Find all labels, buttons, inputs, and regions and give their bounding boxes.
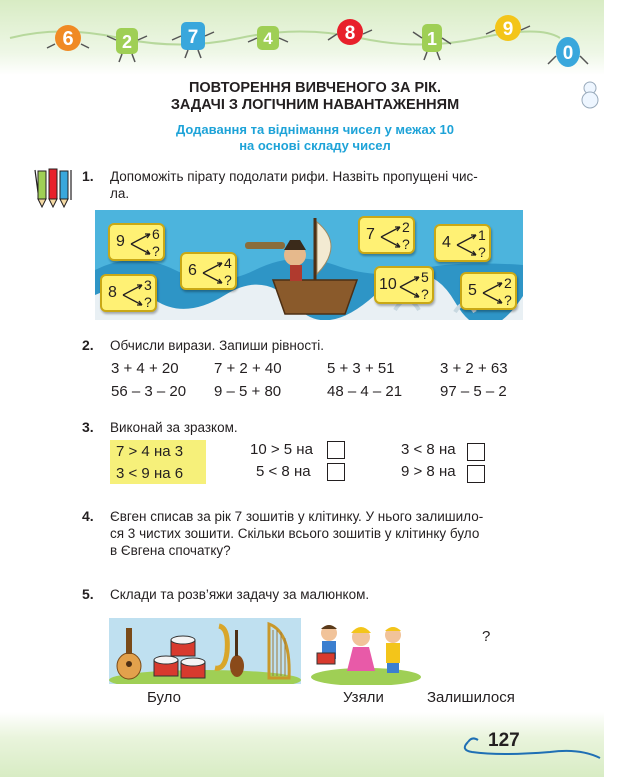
digit-8: 8 <box>344 23 356 44</box>
card-whole: 8 <box>108 284 117 301</box>
digit-6: 6 <box>62 28 74 50</box>
section-subtitle-line-2: на основі складу чисел <box>239 138 391 153</box>
digit-character <box>107 28 147 62</box>
page-number: 127 <box>488 730 520 751</box>
split-arrows-icon <box>130 231 152 257</box>
split-arrows-icon <box>456 232 478 258</box>
card-part: 3 <box>144 277 152 293</box>
answer-box[interactable] <box>467 443 485 461</box>
label-was: Було <box>147 689 181 706</box>
section-subtitle-line-1: Додавання та віднімання чисел у межах 10 <box>175 122 455 137</box>
digit-character <box>413 24 451 60</box>
reef-card <box>180 252 237 290</box>
task-1-text-line-1: Допоможіть пірату подолати рифи. Назвіть пропущені чис- <box>110 169 478 184</box>
task-3-text: Виконай за зразком. <box>110 420 238 435</box>
answer-box[interactable] <box>327 463 345 481</box>
comparison-item: 5 < 8 на <box>256 463 311 480</box>
comparison-item: 9 > 8 на <box>401 463 456 480</box>
card-whole: 5 <box>468 282 477 299</box>
digit-character <box>47 25 89 51</box>
card-missing: ? <box>224 272 232 288</box>
card-whole: 10 <box>379 276 397 293</box>
digit-9: 9 <box>502 19 514 40</box>
task-4-text-line-2: ся 3 чистих зошити. Скільки всього зошитів у клітинку було <box>110 526 480 541</box>
snowman-character <box>582 82 598 108</box>
card-part: 2 <box>504 275 512 291</box>
pirate-reef-illustration <box>95 210 523 320</box>
task-4-text-line-3: в Євгена спочатку? <box>110 543 231 558</box>
digit-character <box>486 15 530 41</box>
digit-character <box>328 19 372 45</box>
expression: 5 + 3 + 51 <box>327 360 395 377</box>
digit-0: 0 <box>562 43 574 64</box>
split-arrows-icon <box>122 282 144 308</box>
footer-wave-line <box>460 726 610 766</box>
child-with-drum <box>317 625 337 664</box>
example-comparison: 3 < 9 на 6 <box>116 465 184 482</box>
page-edge <box>604 0 620 777</box>
card-whole: 6 <box>188 262 197 279</box>
comparison-item: 10 > 5 на <box>250 441 313 458</box>
section-title-line-2: ЗАДАЧІ З ЛОГІЧНИМ НАВАНТАЖЕННЯМ <box>170 97 460 113</box>
reef-card <box>358 216 415 254</box>
section-title-line-1: ПОВТОРЕННЯ ВИВЧЕНОГО ЗА РІК. <box>188 80 442 96</box>
digit-4: 4 <box>263 29 273 48</box>
card-whole: 4 <box>442 234 451 251</box>
task-1-text-line-2: ла. <box>110 186 130 201</box>
split-arrows-icon <box>380 224 402 250</box>
child-with-violin <box>385 627 401 673</box>
task-1-number: 1. <box>82 168 94 184</box>
card-missing: ? <box>504 292 512 308</box>
card-part: 1 <box>478 227 486 243</box>
reef-card <box>100 274 157 312</box>
task-2-text: Обчисли вирази. Запиши рівності. <box>110 338 325 353</box>
label-taken: Узяли <box>343 689 384 706</box>
instruments-illustration <box>109 618 301 684</box>
card-whole: 9 <box>116 233 125 250</box>
task-5-number: 5. <box>82 586 94 602</box>
task-4-text-line-1: Євген списав за рік 7 зошитів у клітинку. У нього залишило- <box>110 509 484 524</box>
girl-character <box>347 627 375 671</box>
unknown-quantity-mark: ? <box>482 628 491 645</box>
task-2-number: 2. <box>82 337 94 353</box>
split-arrows-icon <box>202 260 224 286</box>
digit-character <box>548 37 588 67</box>
comparison-item: 3 < 8 на <box>401 441 456 458</box>
card-missing: ? <box>402 236 410 252</box>
children-illustration <box>311 617 421 685</box>
expression: 3 + 4 + 20 <box>111 360 179 377</box>
reef-card <box>108 223 165 261</box>
expression: 9 – 5 + 80 <box>214 383 282 400</box>
example-comparison: 7 > 4 на 3 <box>116 443 184 460</box>
split-arrows-icon <box>482 280 504 306</box>
expression: 7 + 2 + 40 <box>214 360 282 377</box>
card-whole: 7 <box>366 226 375 243</box>
card-part: 2 <box>402 219 410 235</box>
answer-box[interactable] <box>467 465 485 483</box>
digit-character <box>248 26 288 50</box>
reef-card <box>434 224 491 262</box>
expression: 56 – 3 – 20 <box>111 383 187 400</box>
digit-2: 2 <box>121 32 133 52</box>
digit-7: 7 <box>187 27 199 48</box>
reef-card <box>374 266 434 304</box>
card-missing: ? <box>478 244 486 260</box>
digit-character <box>172 22 214 58</box>
task-3-number: 3. <box>82 419 94 435</box>
card-part: 6 <box>152 226 160 242</box>
expression: 48 – 4 – 21 <box>327 383 403 400</box>
task-4-number: 4. <box>82 508 94 524</box>
task-5-text: Склади та розв’яжи задачу за малюнком. <box>110 587 370 602</box>
card-missing: ? <box>421 286 429 302</box>
card-part: 4 <box>224 255 232 271</box>
expression: 3 + 2 + 63 <box>440 360 508 377</box>
card-part: 5 <box>421 269 429 285</box>
split-arrows-icon <box>399 274 421 300</box>
card-missing: ? <box>144 294 152 310</box>
label-left: Залишилося <box>427 689 515 706</box>
answer-box[interactable] <box>327 441 345 459</box>
digit-1: 1 <box>426 29 438 49</box>
expression: 97 – 5 – 2 <box>440 383 507 400</box>
pencils-icon <box>32 166 76 208</box>
card-missing: ? <box>152 243 160 259</box>
reef-card <box>460 272 517 310</box>
